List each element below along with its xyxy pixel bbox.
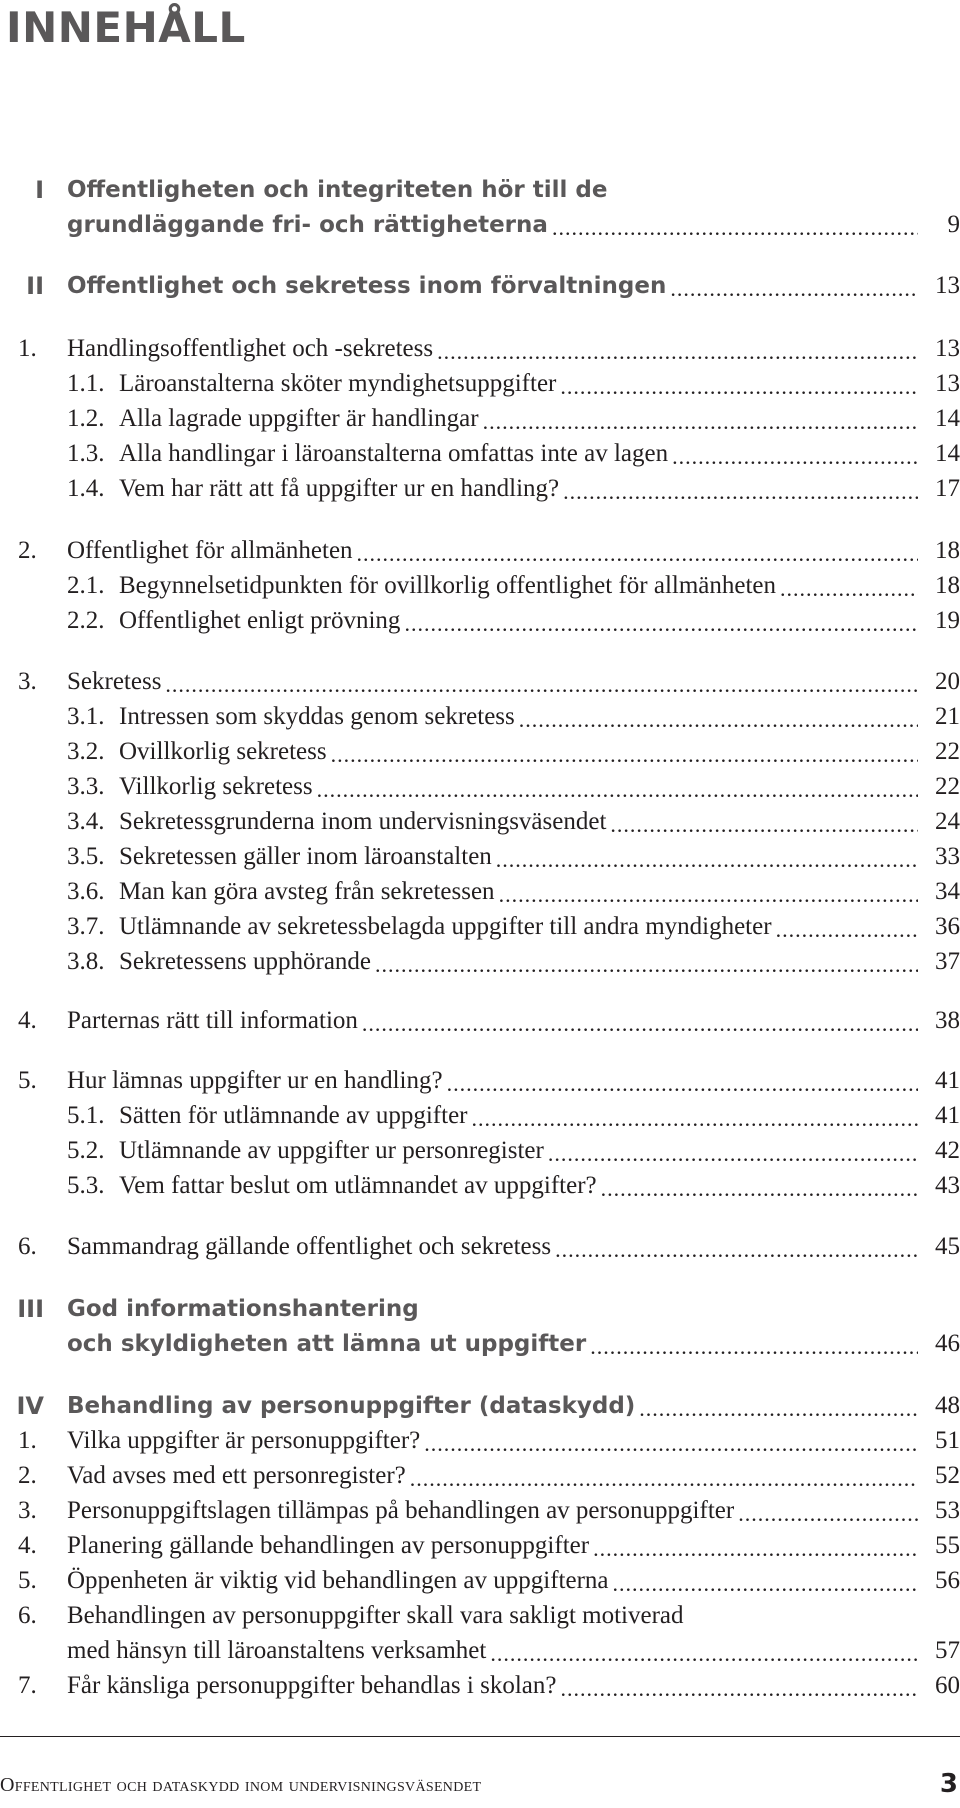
dot-leader [563, 477, 918, 507]
toc-row [0, 1563, 960, 1599]
toc-row [0, 804, 960, 840]
toc-number: 1. [18, 1427, 37, 1454]
toc-row [0, 401, 960, 437]
toc-page-number: 46 [935, 1330, 960, 1357]
toc-row [0, 664, 960, 700]
toc-title: Sammandrag gällande offentlighet och sekretess [67, 1233, 552, 1260]
toc-title: Sekretessens upphörande [119, 948, 372, 975]
toc-number: 1. [18, 335, 37, 362]
toc-page-number: 53 [935, 1497, 960, 1524]
toc-title: Villkorlig sekretess [119, 773, 313, 800]
toc-row [0, 471, 960, 507]
toc-number: 3.2. [67, 738, 105, 765]
toc-page-number: 41 [935, 1102, 960, 1129]
toc-number: 3. [18, 1497, 37, 1524]
toc-page-number: 22 [935, 738, 960, 765]
toc-title: God informationshantering [67, 1296, 419, 1322]
toc-row [0, 331, 960, 367]
dot-leader [483, 407, 918, 437]
dot-leader [639, 1394, 918, 1424]
dot-leader [499, 880, 918, 910]
toc-row [0, 1229, 960, 1265]
dot-leader [437, 337, 918, 367]
running-footer: Offentlighet och dataskydd inom undervisningsväsendet [0, 1774, 482, 1796]
dot-leader [590, 1332, 918, 1362]
toc-number: 5.3. [67, 1172, 105, 1199]
toc-page-number: 48 [935, 1392, 960, 1419]
toc-number: I [35, 176, 44, 204]
toc-page-number: 20 [935, 668, 960, 695]
toc-number: 3.5. [67, 843, 105, 870]
toc-title: Läroanstalterna sköter myndighetsuppgifter [119, 370, 557, 397]
dot-leader [362, 1009, 918, 1039]
dot-leader [519, 705, 918, 735]
toc-title: Behandlingen av personuppgifter skall vara sakligt motiverad [67, 1602, 684, 1629]
toc-title: grundläggande fri- och rättigheterna [67, 212, 548, 238]
toc-title: Offentlighet enligt prövning [119, 607, 401, 634]
toc-row [0, 1598, 960, 1634]
dot-leader [472, 1104, 919, 1134]
toc-row [0, 1668, 960, 1704]
toc-row [0, 1458, 960, 1494]
toc-row [0, 734, 960, 770]
dot-leader [447, 1069, 918, 1099]
dot-leader [560, 372, 918, 402]
toc-title: Sekretessgrunderna inom undervisningsväsendet [119, 808, 607, 835]
toc-row [0, 1493, 960, 1529]
toc-page-number: 24 [935, 808, 960, 835]
toc-title: och skyldigheten att lämna ut uppgifter [67, 1331, 587, 1357]
footer-rule [0, 1736, 960, 1737]
toc-number: 3.1. [67, 703, 105, 730]
toc-title: Offentligheten och integriteten hör till de [67, 177, 608, 203]
toc-number: 5.2. [67, 1137, 105, 1164]
toc-title: Öppenheten är viktig vid behandlingen av uppgifterna [67, 1567, 609, 1594]
toc-title: Alla lagrade uppgifter är handlingar [119, 405, 479, 432]
toc-number: 3.6. [67, 878, 105, 905]
toc-number: 3. [18, 668, 37, 695]
toc-row [0, 436, 960, 472]
toc-number: 3.3. [67, 773, 105, 800]
dot-leader [165, 670, 918, 700]
toc-row [0, 533, 960, 569]
toc-title: Offentlighet och sekretess inom förvaltningen [67, 273, 667, 299]
toc-row [0, 1098, 960, 1134]
toc-row [0, 1423, 960, 1459]
toc-row [0, 1291, 960, 1327]
toc-page-number: 13 [935, 272, 960, 299]
toc-row [0, 874, 960, 910]
toc-row [0, 1388, 960, 1424]
toc-title: Offentlighet för allmänheten [67, 537, 353, 564]
toc-title: Utlämnande av uppgifter ur personregister [119, 1137, 544, 1164]
toc-page-number: 22 [935, 773, 960, 800]
toc-row [0, 839, 960, 875]
toc-row [0, 909, 960, 945]
toc-title: Behandling av personuppgifter (dataskydd) [67, 1393, 636, 1419]
toc-title: Alla handlingar i läroanstalterna omfattas inte av lagen [119, 440, 669, 467]
toc-row [0, 1528, 960, 1564]
toc-page-number: 56 [935, 1567, 960, 1594]
dot-leader [552, 213, 918, 243]
toc-number: 6. [18, 1602, 37, 1629]
toc-title: Planering gällande behandlingen av personuppgifter [67, 1532, 590, 1559]
toc-title: Begynnelsetidpunkten för ovillkorlig offentlighet för allmänheten [119, 572, 777, 599]
toc-page-number: 13 [935, 335, 960, 362]
dot-leader [424, 1429, 918, 1459]
toc-row [0, 268, 960, 304]
toc-row [0, 1063, 960, 1099]
toc-title: Hur lämnas uppgifter ur en handling? [67, 1067, 443, 1094]
toc-page-number: 43 [935, 1172, 960, 1199]
dot-leader [555, 1235, 918, 1265]
toc-number: 1.1. [67, 370, 105, 397]
toc-title: Handlingsoffentlighet och -sekretess [67, 335, 434, 362]
toc-number: 5. [18, 1567, 37, 1594]
toc-title: Parternas rätt till information [67, 1007, 358, 1034]
toc-page-number: 36 [935, 913, 960, 940]
dot-leader [496, 845, 918, 875]
toc-number: 5. [18, 1067, 37, 1094]
toc-page-number: 60 [935, 1672, 960, 1699]
toc-page-number: 51 [935, 1427, 960, 1454]
toc-row [0, 699, 960, 735]
toc-page-number: 21 [935, 703, 960, 730]
toc-number: 2.2. [67, 607, 105, 634]
dot-leader [331, 740, 918, 770]
toc-page-number: 45 [935, 1233, 960, 1260]
dot-leader [613, 1569, 918, 1599]
page-number: 3 [939, 1769, 958, 1799]
toc-title: Får känsliga personuppgifter behandlas i skolan? [67, 1672, 557, 1699]
toc-page-number: 52 [935, 1462, 960, 1489]
dot-leader [490, 1639, 918, 1669]
toc-page-number: 34 [935, 878, 960, 905]
toc-page-number: 18 [935, 537, 960, 564]
toc-page-number: 38 [935, 1007, 960, 1034]
dot-leader [548, 1139, 918, 1169]
toc-page-number: 19 [935, 607, 960, 634]
toc-title: Vem har rätt att få uppgifter ur en handling? [119, 475, 560, 502]
dot-leader [672, 442, 918, 472]
dot-leader [404, 609, 918, 639]
dot-leader [375, 950, 918, 980]
toc-row [0, 1133, 960, 1169]
page-title: INNEHÅLL [6, 3, 246, 52]
toc-number: 1.2. [67, 405, 105, 432]
toc-title: Intressen som skyddas genom sekretess [119, 703, 515, 730]
toc-page-number: 14 [935, 440, 960, 467]
toc-page-number: 57 [935, 1637, 960, 1664]
toc-row [0, 944, 960, 980]
toc-number: 7. [18, 1672, 37, 1699]
toc-number: 1.3. [67, 440, 105, 467]
dot-leader [410, 1464, 918, 1494]
toc-number: 2. [18, 537, 37, 564]
toc-number: 3.7. [67, 913, 105, 940]
dot-leader [776, 915, 918, 945]
toc-title: Man kan göra avsteg från sekretessen [119, 878, 495, 905]
toc-title: Personuppgiftslagen tillämpas på behandlingen av personuppgifter [67, 1497, 735, 1524]
toc-row [0, 172, 960, 208]
dot-leader [610, 810, 918, 840]
toc-title: Sätten för utlämnande av uppgifter [119, 1102, 468, 1129]
toc-title: Utlämnande av sekretessbelagda uppgifter till andra myndigheter [119, 913, 772, 940]
toc-row [0, 207, 960, 243]
toc-title: Ovillkorlig sekretess [119, 738, 327, 765]
dot-leader [357, 539, 918, 569]
toc-page-number: 42 [935, 1137, 960, 1164]
toc-title: Sekretess [67, 668, 162, 695]
toc-number: 2.1. [67, 572, 105, 599]
toc-row [0, 1003, 960, 1039]
toc-title: Sekretessen gäller inom läroanstalten [119, 843, 492, 870]
toc-title: med hänsyn till läroanstaltens verksamhet [67, 1637, 487, 1664]
toc-page-number: 33 [935, 843, 960, 870]
toc-title: Vem fattar beslut om utlämnandet av uppgifter? [119, 1172, 597, 1199]
toc-page-number: 18 [935, 572, 960, 599]
toc-row [0, 366, 960, 402]
toc-number: 5.1. [67, 1102, 105, 1129]
toc-number: 3.8. [67, 948, 105, 975]
toc-row [0, 1168, 960, 1204]
toc-number: 6. [18, 1233, 37, 1260]
toc-row [0, 568, 960, 604]
toc-number: IV [16, 1392, 44, 1420]
toc-page-number: 17 [935, 475, 960, 502]
toc-page-number: 41 [935, 1067, 960, 1094]
toc-row [0, 1633, 960, 1669]
dot-leader [601, 1174, 918, 1204]
toc-page-number: 13 [935, 370, 960, 397]
toc-page-number: 37 [935, 948, 960, 975]
toc-number: 3.4. [67, 808, 105, 835]
dot-leader [560, 1674, 918, 1704]
toc-number: 2. [18, 1462, 37, 1489]
toc-number: 4. [18, 1532, 37, 1559]
toc-number: II [26, 272, 44, 300]
toc-page-number: 55 [935, 1532, 960, 1559]
dot-leader [670, 274, 918, 304]
toc-row [0, 1326, 960, 1362]
dot-leader [317, 775, 918, 805]
toc-title: Vad avses med ett personregister? [67, 1462, 406, 1489]
toc-row [0, 603, 960, 639]
toc-page-number: 14 [935, 405, 960, 432]
toc-title: Vilka uppgifter är personuppgifter? [67, 1427, 421, 1454]
toc-number: III [17, 1295, 44, 1323]
toc-number: 1.4. [67, 475, 105, 502]
toc-row [0, 769, 960, 805]
toc-number: 4. [18, 1007, 37, 1034]
dot-leader [738, 1499, 918, 1529]
toc-page-number: 9 [947, 211, 960, 238]
dot-leader [780, 574, 918, 604]
dot-leader [593, 1534, 918, 1564]
